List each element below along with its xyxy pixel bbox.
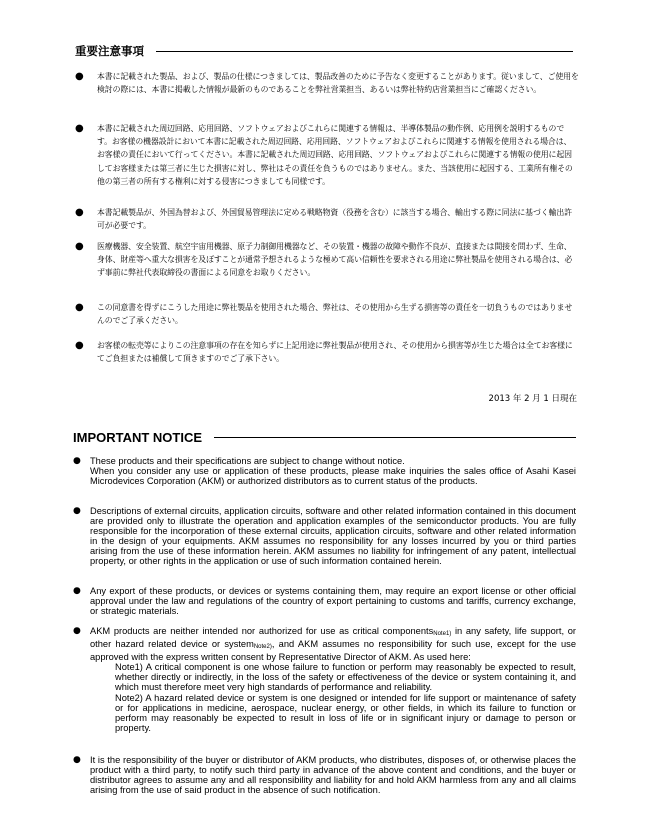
english-notice-text: Any export of these products, or devices or systems containing them, may require an export license or other official approval under the law and regulations of the country of export pertaining to customs and tariffs, currency exchange, or strategic materials. (90, 586, 576, 617)
japanese-heading: 重要注意事項 (75, 44, 144, 58)
revision-date: 2013 年 2 月 1 日現在 (488, 394, 577, 404)
notice-line: When you consider any use or application of these products, please make inquiries the sales office of Asahi Kasei Microdevices Corporation (AKM) or authorized distributors as to current status of the products. (90, 466, 576, 487)
english-notice-text: It is the responsibility of the buyer or distributor of AKM products, who distributes, disposes of, or otherwise places the product with a third party, to notify such third party in advance of the above content and conditions, and the buyer or distributor agrees to assume any and all responsibility and liability for and hold AKM harmless from any and all claims arising from the use of said product in the absence of such notification. (90, 755, 576, 796)
japanese-notice-text: 医療機器、安全装置、航空宇宙用機器、原子力制御用機器など、その装置・機器の故障や動作不良が、直接または間接を問わず、生命、身体、財産等へ重大な損害を及ぼすことが通常予想されるような極めて高い信頼性を要求される用途に弊社製品を使用される場合は、必ず事前に弊社代表取締役の書面による同意をお取りください。 (97, 242, 573, 278)
japanese-notice-text: この同意書を得ずにこうした用途に弊社製品を使用された場合、弊社は、その使用から生ずる損害等の責任を一切負うものではありませんのでご了承ください。 (97, 303, 573, 326)
bullet-icon: ● (75, 302, 84, 313)
bullet-icon: ● (75, 71, 84, 82)
japanese-notice-text: お客様の転売等によりこの注意事項の存在を知らずに上記用途に弊社製品が使用され、その使用から損害等が生じた場合は全てお客様にてご負担または補償して頂きますのでご了承下さい。 (97, 341, 573, 364)
english-notice-text (90, 626, 576, 733)
english-notice-text: Descriptions of external circuits, application circuits, software and other related information contained in this document are provided only to illustrate the operation and application examples of the semiconductor products. You are fully responsible for the incorporation of these external circuits, application circuits, software and other related information in the design of your equipments. AKM assumes no responsibility for any losses incurred by you or third parties arising from the use of these information herein. AKM assumes no liability for infringement of any patent, intellectual property, or other rights in the application or use of such information contained herein. (90, 506, 576, 567)
bullet-icon: ● (75, 241, 84, 252)
note1-text: Note1) A critical component is one whose failure to function or perform may reasonably be expected to result, whether directly or indirectly, in the loss of the safety or effectiveness of the device or system containing it, and which must therefore meet very high standards of performance and reliability. (115, 662, 576, 693)
japanese-notice-item (75, 206, 579, 232)
japanese-notice-item (75, 339, 579, 365)
notice-text: , and AKM assumes no responsibility for such use, except for the use approved with the express written consent by Representative Director of AKM. As used here: (90, 639, 576, 663)
japanese-heading-row (75, 43, 573, 59)
notice-text: in any safety, life support, or other hazard related device or system (90, 626, 576, 650)
note2-text: Note2) A hazard related device or system is one designed or intended for life support or maintenance of safety or for applications in medicine, aerospace, nuclear energy, or other fields, in which its failure to function or perform may reasonably be expected to result in loss of life or in significant injury or damage to person or property. (115, 692, 576, 733)
notice-text: AKM products are neither intended nor authorized for use as critical components (90, 626, 434, 636)
japanese-notice-item (75, 70, 579, 96)
japanese-notice-text: 本書に記載された周辺回路、応用回路、ソフトウェアおよびこれらに関連する情報は、半導体製品の動作例、応用例を説明するものです。お客様の機器設計において本書に記載された周辺回路、応用回路、ソフトウェアおよびこれらに関連する情報を使用される場合は、お客様の責任において行ってください。本書に記載された周辺回路、応用回路、ソフトウェアおよびこれらに関連する情報の使用に起因してお客様または第三者に生じた損害に対し、弊社はその責任を負うものではありません。また、当該使用に起因する、工業所有権その他の第三者の所有する権利に対する侵害につきましても同様です。 (97, 124, 573, 186)
bullet-icon: ● (73, 586, 81, 596)
english-notice-text (90, 456, 576, 486)
notice-line: These products and their specifications are subject to change without notice. (90, 456, 405, 466)
japanese-notice-text: 本書に記載された製品、および、製品の仕様につきましては、製品改善のために予告なく変更することがあります。従いまして、ご使用を検討の際には、本書に掲載した情報が最新のものであることを弊社営業担当、あるいは弊社特約店営業担当にご確認ください。 (97, 72, 579, 95)
notice-paragraph (90, 626, 576, 662)
bullet-icon: ● (75, 123, 84, 134)
bullet-icon: ● (73, 506, 81, 516)
note2-reference: Note2) (253, 644, 272, 651)
heading-rule (214, 437, 576, 438)
english-heading: IMPORTANT NOTICE (73, 430, 203, 445)
english-notice-item (73, 626, 576, 733)
note1-reference: Note1) (433, 631, 452, 637)
bullet-icon: ● (75, 340, 84, 351)
japanese-notice-item (75, 301, 579, 327)
japanese-notice-text: 本書記載製品が、外国為替および、外国貿易管理法に定める戦略物資（役務を含む）に該当する場合、輸出する際に同法に基づく輸出許可が必要です。 (97, 208, 572, 231)
english-notice-item (73, 586, 576, 616)
bullet-icon: ● (75, 207, 84, 218)
english-notice-item (73, 755, 576, 795)
bullet-icon: ● (73, 626, 81, 636)
japanese-notice-item (75, 122, 579, 188)
english-heading-row (73, 430, 576, 445)
english-notice-item (73, 456, 576, 486)
english-notice-item (73, 506, 576, 567)
japanese-notice-item (75, 240, 579, 280)
heading-rule (156, 51, 573, 52)
bullet-icon: ● (73, 755, 81, 765)
bullet-icon: ● (73, 456, 81, 466)
